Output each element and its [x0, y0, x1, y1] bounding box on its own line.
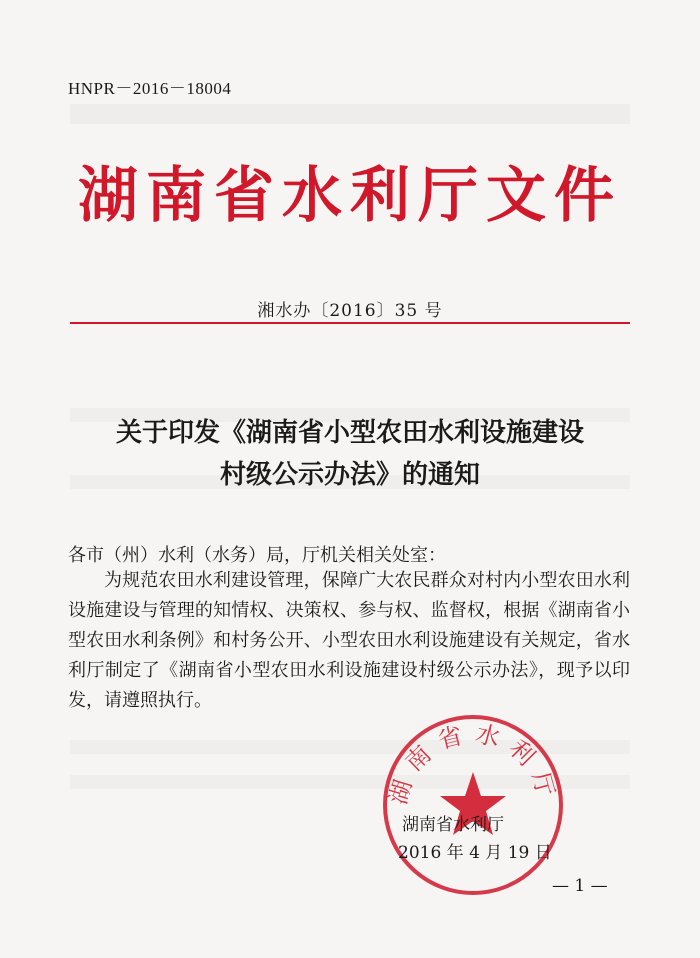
- seal-text: 湖南省水利厅: [383, 719, 563, 810]
- reverse-bleed-decoration: [70, 104, 630, 124]
- signature: 湖南省水利厅: [402, 815, 504, 835]
- red-divider-rule: [70, 322, 630, 324]
- notice-title-line-1: 关于印发《湖南省小型农田水利设施建设: [115, 418, 584, 448]
- body-text: [68, 566, 630, 716]
- body-paragraph: 为规范农田水利建设管理，保障广大农民群众对村内小型农田水利设施建设与管理的知情权、决策权、参与权、监督权，根据《湖南省小型农田水利条例》和村务公开、小型农田水利设施建设有关规定，省水利厅制定了《湖南省小型农田水利设施建设村级公示办法》，现予以印发，请遵照执行。: [68, 570, 630, 711]
- document-number: 湘水办〔2016〕35 号: [257, 301, 443, 321]
- addressee: 各市（州）水利（水务）局，厅机关相关处室：: [68, 545, 446, 566]
- notice-title-line-2: 村级公示办法》的通知: [219, 460, 480, 490]
- header-title: 湖南省水利厅文件: [78, 161, 622, 231]
- signature-date: 2016 年 4 月 19 日: [398, 843, 552, 863]
- document-code: HNPR－2016－18004: [68, 79, 232, 98]
- notice-title: [0, 412, 700, 496]
- official-seal: [378, 710, 568, 900]
- page-number: — 1 —: [552, 876, 608, 896]
